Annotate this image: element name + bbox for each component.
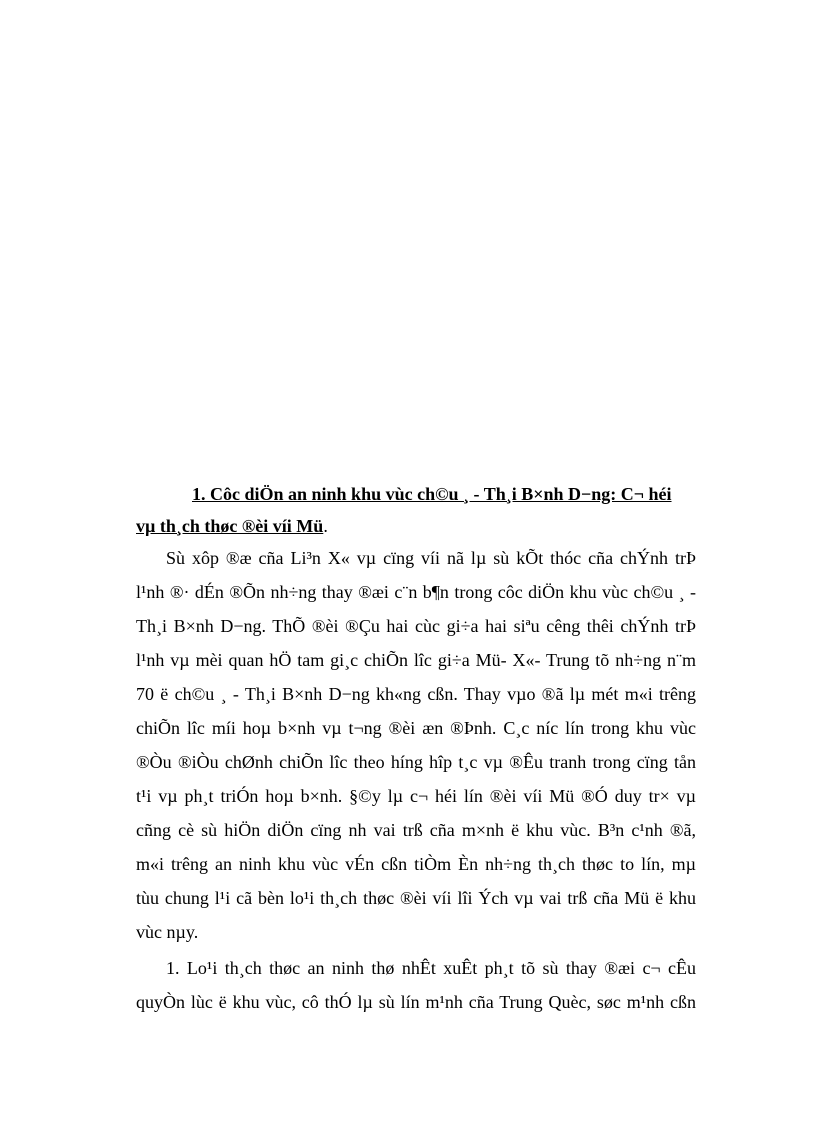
paragraph-1-line-4: l¹nh vµ mèi quan hÖ tam gi¸c chiÕn lîc gi÷a Mü- X«- Trung tõ nh÷ng n¨m: [136, 650, 696, 670]
paragraph-1-line-8: t¹i vµ ph¸t triÓn hoµ b×nh. §©y lµ c¬ héi lín ®èi víi Mü ®Ó duy tr× vµ: [136, 786, 696, 806]
paragraph-1-line-3: Th¸i B×nh D−ng. ThÕ ®èi ®Çu hai cùc gi÷a hai siªu cêng thêi chÝnh trÞ: [136, 616, 696, 636]
paragraph-1-line-9: cñng cè sù hiÖn diÖn cïng nh vai trß cña m×nh ë khu vùc. B³n c¹nh ®ã,: [136, 820, 696, 840]
paragraph-1-line-11: tùu chung l¹i cã bèn lo¹i th¸ch thøc ®èi víi lîi Ých vµ vai trß cña Mü ë khu: [136, 888, 696, 908]
paragraph-1-line-5: 70 ë ch©u ¸ - Th¸i B×nh D−ng kh«ng cßn. Thay vµo ®ã lµ mét m«i trêng: [136, 684, 696, 704]
paragraph-2-line-1: 1. Lo¹i th¸ch thøc an ninh thø nhÊt xuÊt ph¸t tõ sù thay ®æi c¬ cÊu: [166, 958, 696, 978]
paragraph-1-line-1: Sù xôp ®æ cña Li³n X« vµ cïng víi nã lµ sù kÕt thóc cña chÝnh trÞ: [166, 548, 696, 568]
paragraph-1-line-12: vùc nµy.: [136, 922, 199, 942]
paragraph-1-line-2: l¹nh ®· dÉn ®Õn nh÷ng thay ®æi c¨n b¶n trong côc diÖn khu vùc ch©u ¸ -: [136, 582, 696, 602]
paragraph-1-line-6: chiÕn lîc míi hoµ b×nh vµ t¬ng ®èi æn ®Þnh. C¸c níc lín trong khu vùc: [136, 718, 696, 738]
paragraph-1-line-7: ®Òu ®iÒu chØnh chiÕn lîc theo híng hîp t¸c vµ ®Êu tranh trong cïng tån: [136, 752, 696, 772]
paragraph-1-line-10: m«i trêng an ninh khu vùc vÉn cßn tiÒm Èn nh÷ng th¸ch thøc to lín, mµ: [136, 854, 696, 874]
section-heading-period: .: [323, 516, 328, 536]
section-heading-text: vµ th¸ch thøc ®èi víi Mü: [136, 516, 324, 536]
section-heading-line-1: 1. Côc diÖn an ninh khu vùc ch©u ¸ - Th¸i B×nh D−ng: C¬ héi: [192, 484, 672, 504]
section-heading-line-2: [136, 514, 328, 538]
paragraph-2-line-2: quyÒn lùc ë khu vùc, cô thÓ lµ sù lín m¹nh cña Trung Quèc, søc m¹nh cßn: [136, 992, 696, 1012]
